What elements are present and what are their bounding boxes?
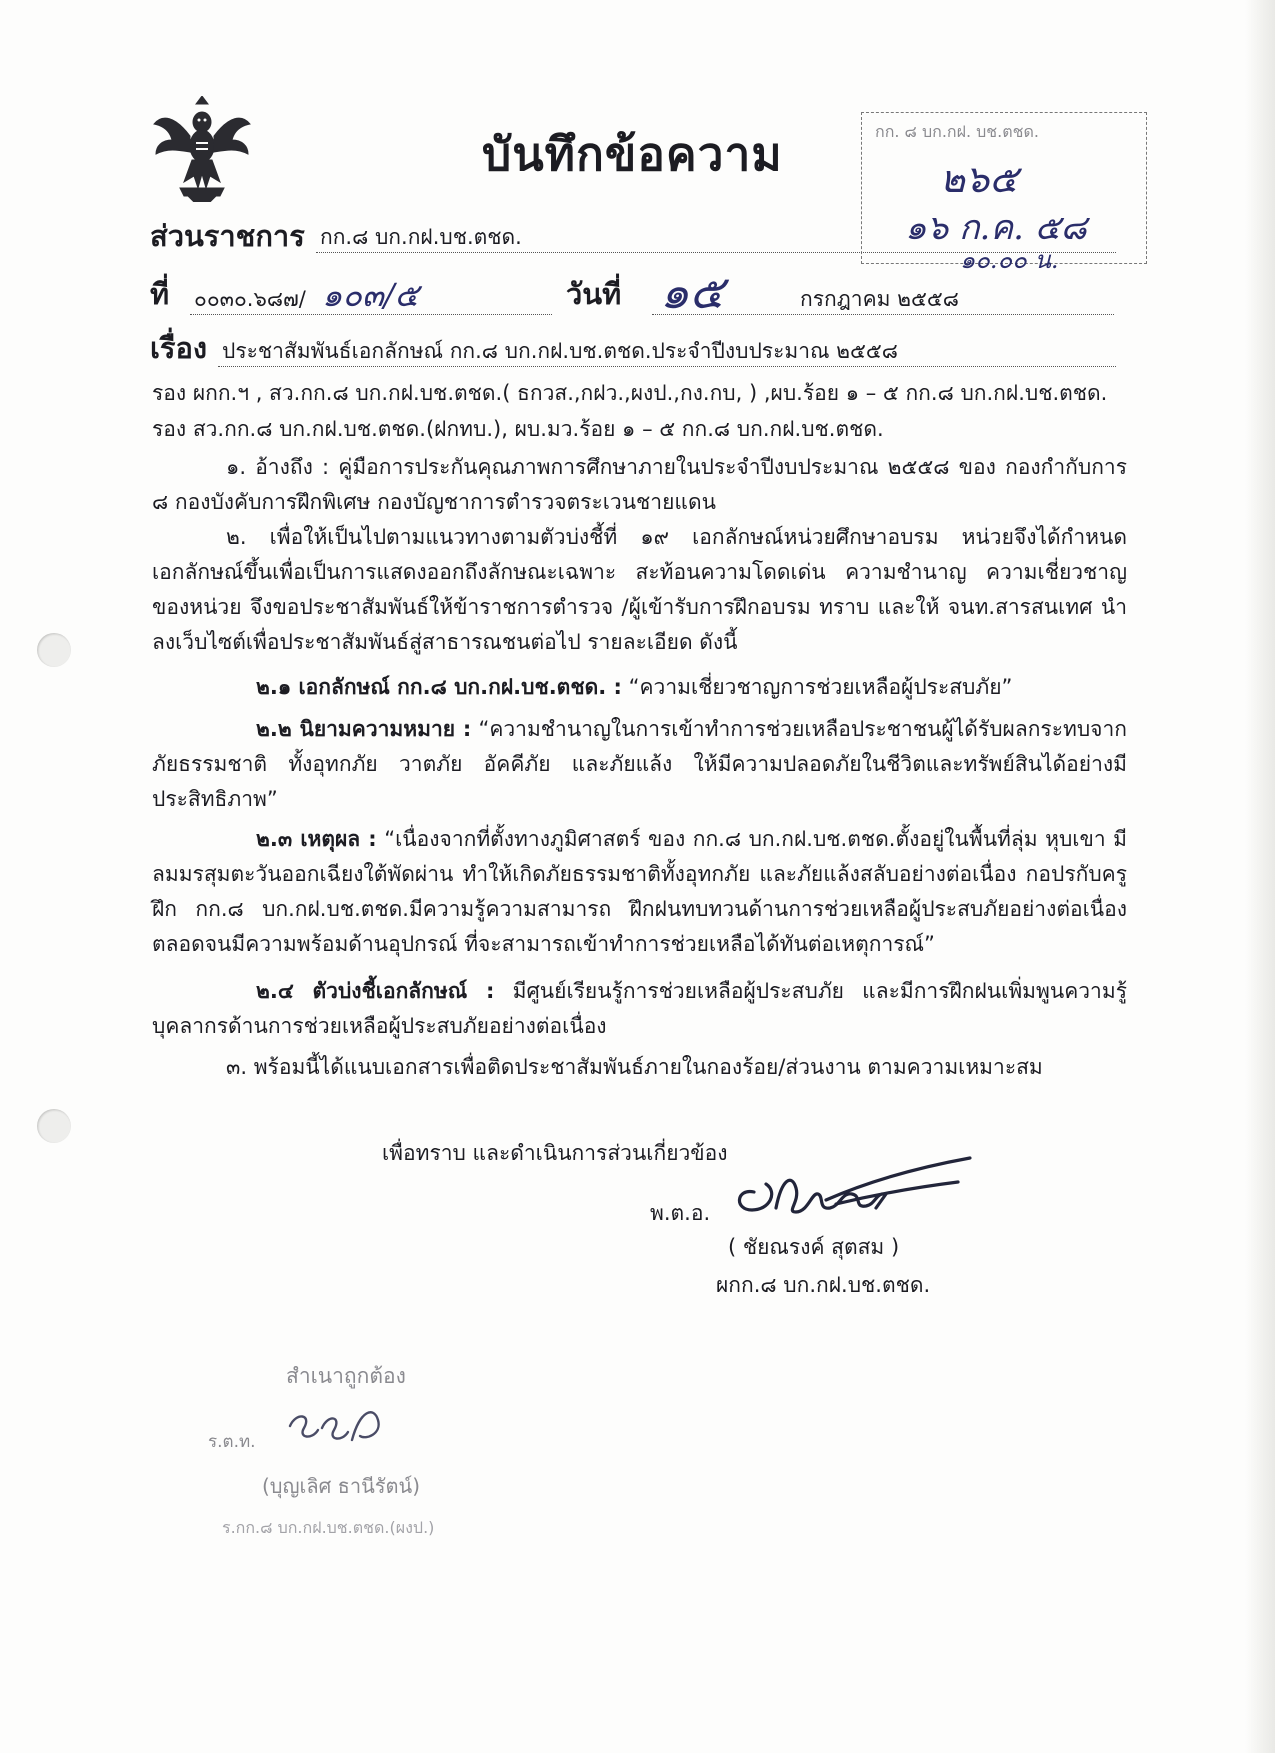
paragraph-2: ๒. เพื่อให้เป็นไปตามแนวทางตามตัวบ่งชี้ที่ ๑๙ เอกลักษณ์หน่วยศึกษาอบรม หน่วยจึงได้กำหนดเอกลักษณ์ขึ้นเพื่อเป็นการแสดงออกถึงลักษณะเฉพาะ สะท้อนความโดดเด่น ความชำนาญ ความเชี่ยวชาญ ของหน่วย จึงขอประชาสัมพันธ์ให้ข้าราชการตำรวจ /ผู้เข้ารับการฝึกอบรม ทราบ และให้ จนท.สารสนเทศ นำลงเว็บไซต์เพื่อประชาสัมพันธ์สู่สาธารณชนต่อไป รายละเอียด ดังนี้ [152,525,1127,654]
certifier-signature [282,1400,392,1456]
agency-label: ส่วนราชการ [150,219,305,253]
agency-dotline [316,252,1116,253]
punch-hole [37,1109,71,1143]
paragraph-2-1-text: “ความเชี่ยวชาญการช่วยเหลือผู้ประสบภัย” [628,675,1013,699]
stamp-time: ๑๐.๐๐ น. [960,246,1059,274]
signature [726,1148,976,1228]
paragraph-2-2-label: ๒.๒ นิยามความหมาย : [256,717,472,741]
paragraph-3: ๓. พร้อมนี้ได้แนบเอกสารเพื่อติดประชาสัมพันธ์ภายในกองร้อย/ส่วนงาน ตามความเหมาะสม [226,1055,1043,1079]
ref-value: ๐๐๓๐.๖๘๗/ [194,287,306,311]
subject-value: ประชาสัมพันธ์เอกลักษณ์ กก.๘ บก.กฝ.บช.ตชด.ประจำปีงบประมาณ ๒๕๕๘ [222,339,898,363]
certifier-position: ร.กก.๘ บก.กฝ.บช.ตชด.(ผงป.) [222,1518,435,1537]
certifier-rank: ร.ต.ท. [208,1432,256,1452]
date-label: วันที่ [566,277,622,311]
agency-value: กก.๘ บก.กฝ.บช.ตชด. [320,225,522,249]
subject-label: เรื่อง [150,331,208,365]
paragraph-2-3-text: “เนื่องจากที่ตั้งทางภูมิศาสตร์ ของ กก.๘ บก.กฝ.บช.ตชด.ตั้งอยู่ในพื้นที่ลุ่ม หุบเขา มีลมมรสุมตะวันออกเฉียงใต้พัดผ่าน ทำให้เกิดภัยธรรมชาติทั้งอุทกภัย และภัยแล้งสลับอย่างต่อเนื่อง กอปรกับครูฝึก กก.๘ บก.กฝ.บช.ตชด.มีความรู้ความสามารถ ฝึกฝนทบทวนด้านการช่วยเหลือผู้ประสบภัยอย่างต่อเนื่อง ตลอดจนมีความพร้อมด้านอุปกรณ์ ที่จะสามารถเข้าทำการช่วยเหลือได้ทันต่อเหตุการณ์” [152,827,1127,956]
ref-label: ที่ [150,277,170,311]
recipients-line-1: รอง ผกก.ฯ , สว.กก.๘ บก.กฝ.บช.ตชด.( ธกวส.,กฝว.,ผงป.,กง.กบ, ) ,ผบ.ร้อย ๑ – ๕ กก.๘ บก.กฝ.บช.ตชด. [152,381,1108,405]
memo-title: บันทึกข้อความ [482,127,783,181]
paragraph-2-2-text: “ความชำนาญในการเข้าทำการช่วยเหลือประชาชนผู้ได้รับผลกระทบจากภัยธรรมชาติ ทั้งอุทกภัย วาตภัย อัคคีภัย และภัยแล้ง ให้มีความปลอดภัยในชีวิตและทรัพย์สินได้อย่างมีประสิทธิภาพ” [152,717,1127,811]
ref-dotline [190,314,552,315]
certifier-name: (บุญเลิศ ธานีรัตน์) [262,1474,420,1498]
paragraph-2-3 [152,822,1127,962]
certified-label: สำเนาถูกต้อง [286,1364,406,1388]
paragraph-2-1-label: ๒.๑ เอกลักษณ์ กก.๘ บก.กฝ.บช.ตชด. : [256,675,622,699]
paragraph-2-3-label: ๒.๓ เหตุผล : [256,827,377,851]
page-edge-shadow [1245,0,1275,1753]
paragraph-1: ๑. อ้างถึง : คู่มือการประกันคุณภาพการศึกษาภายในประจำปีงบประมาณ ๒๕๕๘ ของ กองกำกับการ ๘ กองบังคับการฝึกพิเศษ กองบัญชาการตำรวจตระเวนชายแดน [152,455,1127,514]
date-day-handwritten: ๑๕ [660,265,725,319]
paragraph-2-1 [152,670,1127,705]
stamp-date: ๑๖ ก.ค. ๕๘ [905,208,1087,248]
recipients-line-2: รอง สว.กก.๘ บก.กฝ.บช.ตชด.(ฝกทบ.), ผบ.มว.ร้อย ๑ – ๕ กก.๘ บก.กฝ.บช.ตชด. [152,417,884,441]
signer-position: ผกก.๘ บก.กฝ.บช.ตชด. [716,1273,931,1297]
punch-hole [37,633,71,667]
stamp-number: ๒๖๕ [940,157,1018,201]
stamp-header: กก. ๘ บก.กฝ. บช.ตชด. [875,122,1039,141]
subject-dotline [218,366,1116,367]
paragraph-2-2 [152,712,1127,817]
paragraph-2-4-label: ๒.๔ ตัวบ่งชี้เอกลักษณ์ : [256,979,495,1003]
paragraph-2-4 [152,974,1127,1044]
signer-name: ( ชัยณรงค์ สุตสม ) [728,1235,900,1259]
signer-rank: พ.ต.อ. [650,1201,711,1225]
paragraph-2-4-text: มีศูนย์เรียนรู้การช่วยเหลือผู้ประสบภัย และมีการฝึกฝนเพิ่มพูนความรู้บุคลากรด้านการช่วยเหลือผู้ประสบภัยอย่างต่อเนื่อง [152,979,1127,1038]
date-dotline [652,314,1114,315]
ref-handwritten: ๑๐๓/๕ [322,276,419,314]
garuda-emblem [150,96,254,202]
closing-line: เพื่อทราบ และดำเนินการส่วนเกี่ยวข้อง [382,1141,728,1165]
date-rest: กรกฎาคม ๒๕๕๘ [800,287,959,311]
